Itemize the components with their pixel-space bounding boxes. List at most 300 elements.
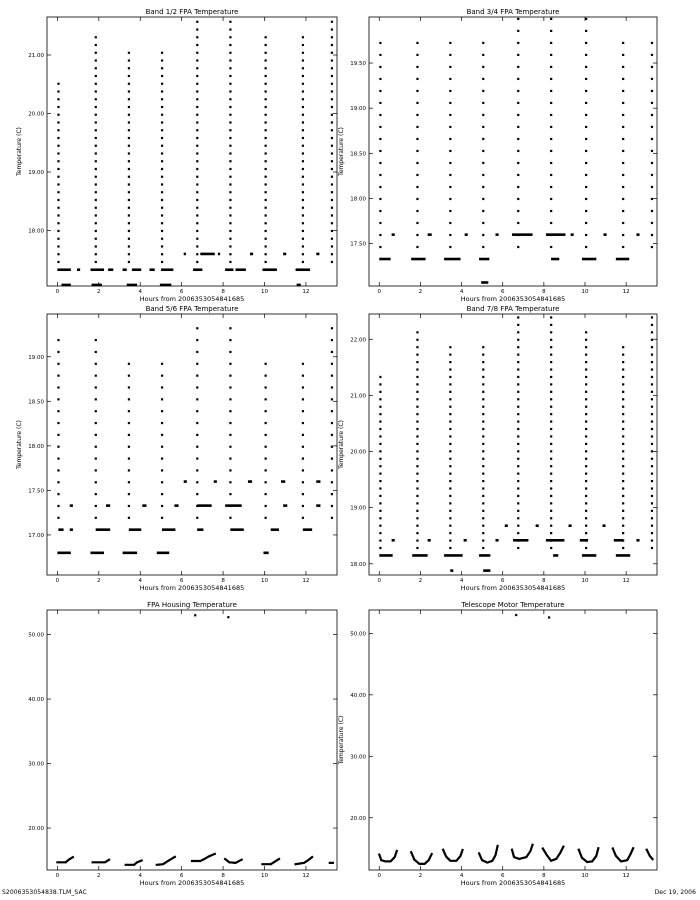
data-point (265, 160, 267, 162)
data-point (550, 495, 552, 497)
data-point (161, 517, 163, 519)
data-point (517, 339, 519, 341)
data-point (57, 351, 59, 353)
data-point (57, 222, 59, 224)
data-point (196, 481, 198, 483)
y-tick-label: 30.00 (28, 761, 44, 768)
data-marks (57, 327, 333, 554)
plateau-segment (483, 569, 490, 572)
data-point (57, 446, 59, 448)
data-point (265, 199, 267, 201)
data-point (449, 198, 451, 200)
outlier-point (227, 616, 229, 618)
y-tick-label: 50.00 (28, 632, 44, 639)
data-point (57, 106, 59, 108)
data-point (95, 152, 97, 154)
data-point (265, 44, 267, 46)
data-point (482, 547, 484, 549)
plateau-segment (92, 284, 102, 287)
data-point (161, 481, 163, 483)
data-point (482, 162, 484, 164)
data-point (517, 210, 519, 212)
data-point (550, 525, 552, 527)
x-tick-label: 2 (97, 873, 101, 879)
x-tick-label: 2 (97, 578, 101, 584)
data-point (517, 510, 519, 512)
data-point (651, 517, 653, 519)
data-point (302, 207, 304, 209)
data-point (517, 487, 519, 489)
data-point (331, 339, 333, 341)
data-point (585, 361, 587, 363)
series-segment (479, 846, 498, 863)
data-point (416, 42, 418, 44)
data-point (95, 434, 97, 436)
plateau-segment (142, 504, 146, 507)
data-point (128, 176, 130, 178)
data-point (302, 176, 304, 178)
plateau-segment (225, 504, 242, 507)
data-point (622, 398, 624, 400)
data-point (196, 230, 198, 232)
data-point (651, 376, 653, 378)
data-point (379, 510, 381, 512)
data-point (128, 446, 130, 448)
data-point (379, 428, 381, 430)
chart-title: FPA Housing Temperature (147, 601, 237, 609)
x-tick-label: 8 (542, 873, 546, 879)
data-point (517, 354, 519, 356)
data-point (449, 150, 451, 152)
data-point (331, 137, 333, 139)
data-point (622, 458, 624, 460)
x-tick-label: 10 (261, 873, 268, 879)
data-point (585, 42, 587, 44)
y-tick-label: 19.50 (350, 61, 366, 68)
data-point (651, 473, 653, 475)
data-point (585, 126, 587, 128)
data-point (229, 183, 231, 185)
data-point (517, 42, 519, 44)
data-point (196, 339, 198, 341)
data-point (416, 420, 418, 422)
data-point (161, 114, 163, 116)
data-point (416, 210, 418, 212)
data-point (550, 420, 552, 422)
data-point (449, 78, 451, 80)
data-point (265, 75, 267, 77)
data-point (482, 54, 484, 56)
data-point (379, 443, 381, 445)
data-point (196, 422, 198, 424)
data-point (622, 150, 624, 152)
data-point (265, 517, 267, 519)
plateau-segment (412, 554, 427, 557)
data-point (585, 198, 587, 200)
data-point (416, 532, 418, 534)
data-point (416, 495, 418, 497)
data-point (379, 525, 381, 527)
data-point (517, 30, 519, 32)
data-point (128, 207, 130, 209)
data-point (196, 75, 198, 77)
data-point (331, 183, 333, 185)
data-point (95, 422, 97, 424)
data-point (265, 98, 267, 100)
plateau-segment (316, 480, 320, 483)
data-point (161, 214, 163, 216)
plateau-segment (236, 268, 246, 271)
data-point (622, 222, 624, 224)
data-point (651, 458, 653, 460)
data-point (517, 54, 519, 56)
data-point (517, 114, 519, 116)
data-point (229, 410, 231, 412)
data-point (585, 428, 587, 430)
data-point (57, 245, 59, 247)
data-point (229, 363, 231, 365)
x-tick-label: 6 (179, 578, 184, 584)
data-point (416, 473, 418, 475)
data-point (265, 90, 267, 92)
data-point (128, 106, 130, 108)
data-point (651, 354, 653, 356)
data-point (95, 398, 97, 400)
chart-title: Band 3/4 FPA Temperature (466, 8, 560, 16)
data-point (379, 102, 381, 104)
data-point (128, 517, 130, 519)
data-point (229, 375, 231, 377)
data-point (550, 90, 552, 92)
data-point (517, 324, 519, 326)
data-point (161, 176, 163, 178)
data-point (302, 214, 304, 216)
data-point (229, 36, 231, 38)
plateau-segment (91, 268, 104, 271)
plot-frame (369, 314, 657, 575)
data-point (265, 363, 267, 365)
data-point (57, 375, 59, 377)
data-point (622, 376, 624, 378)
plateau-segment (616, 554, 630, 557)
data-point (57, 121, 59, 123)
data-point (57, 176, 59, 178)
data-point (229, 238, 231, 240)
data-point (379, 42, 381, 44)
data-point (449, 532, 451, 534)
data-point (517, 138, 519, 140)
data-point (196, 98, 198, 100)
data-point (229, 44, 231, 46)
data-point (196, 152, 198, 154)
data-point (229, 168, 231, 170)
y-axis-label: Temperature (C) (16, 420, 23, 469)
data-point (482, 66, 484, 68)
plateau-segment (57, 268, 70, 271)
data-point (128, 168, 130, 170)
data-point (449, 406, 451, 408)
data-point (550, 376, 552, 378)
plateau-segment (197, 528, 203, 531)
series-segment (613, 848, 634, 862)
y-tick-label: 20.00 (350, 449, 366, 456)
data-point (622, 420, 624, 422)
data-point (196, 183, 198, 185)
data-point (550, 502, 552, 504)
data-point (331, 21, 333, 23)
data-point (449, 186, 451, 188)
data-point (57, 207, 59, 209)
data-point (585, 18, 587, 20)
data-point (265, 238, 267, 240)
data-point (449, 547, 451, 549)
data-point (265, 410, 267, 412)
data-point (196, 44, 198, 46)
data-point (651, 162, 653, 164)
x-tick-label: 4 (459, 289, 464, 295)
y-tick-label: 30.00 (350, 754, 366, 761)
data-point (449, 420, 451, 422)
data-point (379, 222, 381, 224)
data-point (229, 517, 231, 519)
data-point (229, 199, 231, 201)
data-point (517, 450, 519, 452)
data-point (379, 487, 381, 489)
data-point (57, 493, 59, 495)
data-point (161, 434, 163, 436)
data-point (482, 361, 484, 363)
data-point (95, 517, 97, 519)
data-point (229, 137, 231, 139)
data-point (229, 446, 231, 448)
plateau-segment (411, 258, 425, 261)
y-tick-label: 40.00 (350, 692, 366, 699)
plateau-segment (263, 552, 268, 555)
plateau-segment (636, 539, 639, 542)
data-point (416, 90, 418, 92)
plateau-segment (481, 281, 488, 284)
data-point (302, 152, 304, 154)
data-point (302, 261, 304, 263)
data-point (651, 198, 653, 200)
data-point (331, 152, 333, 154)
data-point (517, 428, 519, 430)
data-point (229, 28, 231, 30)
y-tick-label: 22.00 (350, 337, 366, 344)
data-point (482, 539, 484, 541)
data-point (517, 316, 519, 318)
data-point (585, 420, 587, 422)
data-point (57, 152, 59, 154)
data-point (57, 481, 59, 483)
data-point (229, 339, 231, 341)
data-point (229, 145, 231, 147)
y-tick-label: 19.00 (28, 354, 44, 361)
plateau-segment (230, 528, 243, 531)
data-point (229, 67, 231, 69)
data-point (517, 90, 519, 92)
data-point (379, 78, 381, 80)
series-segment (126, 860, 143, 865)
plateau-segment (70, 504, 73, 507)
plateau-segment (283, 504, 287, 507)
data-point (331, 160, 333, 162)
data-point (331, 363, 333, 365)
panel-4 (338, 305, 657, 592)
y-tick-label: 18.00 (28, 228, 44, 235)
data-point (302, 410, 304, 412)
data-point (482, 346, 484, 348)
data-point (57, 261, 59, 263)
data-point (196, 238, 198, 240)
data-point (229, 434, 231, 436)
data-point (379, 162, 381, 164)
data-point (482, 186, 484, 188)
data-point (416, 406, 418, 408)
panel-3 (16, 305, 337, 592)
data-point (161, 199, 163, 201)
x-axis-label: Hours from 2006353054841685 (139, 879, 245, 887)
data-point (331, 238, 333, 240)
data-point (95, 44, 97, 46)
data-point (265, 245, 267, 247)
data-point (302, 183, 304, 185)
data-point (229, 351, 231, 353)
data-point (585, 391, 587, 393)
data-point (379, 210, 381, 212)
data-point (331, 199, 333, 201)
data-point (302, 191, 304, 193)
data-point (302, 238, 304, 240)
x-tick-label: 4 (138, 289, 142, 295)
data-point (302, 199, 304, 201)
data-point (517, 465, 519, 467)
plateau-segment (582, 554, 596, 557)
data-point (482, 383, 484, 385)
x-tick-label: 8 (542, 289, 546, 295)
data-point (196, 106, 198, 108)
y-tick-label: 19.00 (28, 169, 44, 176)
data-point (550, 102, 552, 104)
data-point (196, 67, 198, 69)
data-point (585, 234, 587, 236)
plateau-segment (218, 253, 220, 256)
data-point (585, 246, 587, 248)
data-point (196, 214, 198, 216)
plateau-segment (184, 480, 187, 483)
data-point (550, 517, 552, 519)
data-point (95, 137, 97, 139)
data-point (95, 52, 97, 54)
data-point (331, 422, 333, 424)
data-point (379, 234, 381, 236)
data-point (265, 121, 267, 123)
data-point (161, 446, 163, 448)
data-point (517, 383, 519, 385)
data-point (331, 121, 333, 123)
plateau-segment (428, 539, 431, 542)
series-segment (157, 857, 176, 865)
data-point (416, 54, 418, 56)
data-point (95, 59, 97, 61)
data-point (302, 44, 304, 46)
data-point (196, 160, 198, 162)
data-point (229, 457, 231, 459)
data-point (302, 481, 304, 483)
plateau-segment (604, 233, 607, 236)
data-point (482, 450, 484, 452)
data-point (416, 78, 418, 80)
data-point (302, 253, 304, 255)
plateau-segment (123, 552, 138, 555)
data-point (379, 186, 381, 188)
data-point (379, 539, 381, 541)
data-point (57, 422, 59, 424)
data-point (449, 66, 451, 68)
data-point (550, 138, 552, 140)
data-point (302, 67, 304, 69)
data-point (517, 420, 519, 422)
chart-title: Band 1/2 FPA Temperature (145, 8, 239, 16)
data-point (229, 398, 231, 400)
data-point (161, 129, 163, 131)
data-point (550, 222, 552, 224)
data-point (265, 214, 267, 216)
data-point (95, 230, 97, 232)
data-point (302, 457, 304, 459)
data-point (517, 346, 519, 348)
data-point (449, 368, 451, 370)
data-point (229, 121, 231, 123)
data-point (449, 114, 451, 116)
data-point (302, 160, 304, 162)
data-point (265, 176, 267, 178)
data-point (161, 152, 163, 154)
data-point (196, 176, 198, 178)
plateau-segment (546, 233, 566, 236)
data-point (379, 420, 381, 422)
data-point (550, 354, 552, 356)
data-point (449, 138, 451, 140)
y-tick-label: 19.00 (350, 106, 366, 113)
data-point (585, 487, 587, 489)
data-point (196, 36, 198, 38)
data-point (651, 54, 653, 56)
data-point (550, 54, 552, 56)
data-marks (379, 614, 653, 864)
data-point (449, 354, 451, 356)
data-point (128, 493, 130, 495)
y-tick-label: 21.00 (350, 393, 366, 400)
data-point (379, 150, 381, 152)
data-point (482, 222, 484, 224)
data-point (622, 368, 624, 370)
data-point (449, 510, 451, 512)
plateau-segment (150, 268, 155, 271)
data-point (651, 186, 653, 188)
data-point (265, 481, 267, 483)
data-point (550, 391, 552, 393)
data-point (449, 346, 451, 348)
data-point (550, 547, 552, 549)
plateau-segment (248, 480, 252, 483)
data-point (622, 66, 624, 68)
data-point (517, 435, 519, 437)
plateau-segment (225, 268, 233, 271)
data-point (482, 354, 484, 356)
data-point (517, 126, 519, 128)
data-point (331, 481, 333, 483)
